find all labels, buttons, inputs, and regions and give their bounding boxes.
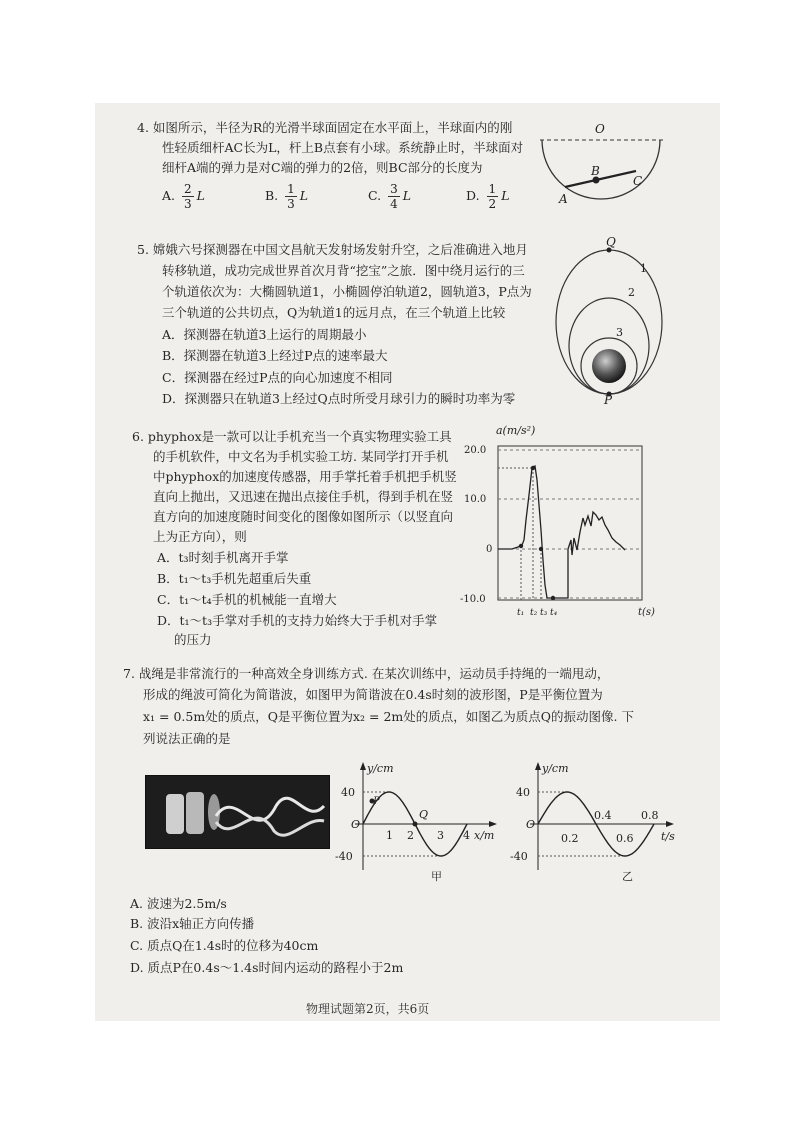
yi-ylabel: y/cm (542, 762, 569, 775)
label-q: Q (606, 236, 616, 249)
q5-line-4: 三个轨道的公共切点，Q为轨道1的远月点，在三个轨道上比较 (162, 305, 506, 320)
q5-option-a: A．探测器在轨道3上运行的周期最小 (162, 327, 367, 342)
point-t3 (539, 547, 543, 551)
q4-option-c (368, 182, 411, 211)
q4-option-d (466, 182, 510, 211)
q6-line-2: 的手机软件，中文名为手机实验工坊. 某同学打开手机 (153, 449, 449, 464)
chart-jia (333, 760, 513, 885)
q5-option-d: D．探测器只在轨道3上经过Q点时所受月球引力的瞬时功率为零 (162, 391, 516, 406)
q7-line-4: 列说法正确的是 (143, 731, 231, 746)
q5-option-c: C．探测器在经过P点的向心加速度不相同 (162, 370, 393, 385)
jia-ytick-neg40: -40 (335, 850, 353, 863)
chart-xlabel: t(s) (638, 607, 655, 618)
q4-option-d-num: 1 (488, 182, 497, 196)
label-c: C (633, 174, 643, 188)
jia-y-arrow (360, 762, 366, 770)
q6-option-b: B．t₁～t₃手机先超重后失重 (157, 571, 312, 586)
xtick-t1: t₁ (517, 608, 525, 618)
q4-option-c-den: 4 (390, 197, 398, 211)
ytick-20: 20.0 (464, 445, 487, 456)
q4-line-2: 性轻质细杆AC长为L，杆上B点套有小球。系统静止时，半球面对 (162, 140, 524, 155)
yi-ytick-40: 40 (516, 786, 530, 799)
yi-xlabel: t/s (661, 830, 675, 843)
q4-option-b-unit: L (299, 188, 309, 203)
q7-option-d: D. 质点P在0.4s～1.4s时间内运动的路程小于2m (130, 960, 404, 975)
yi-y-arrow (535, 762, 541, 770)
q6-option-d-cont: 的压力 (174, 632, 212, 647)
q4-option-a-num: 2 (184, 182, 192, 196)
yi-xtick-0.8: 0.8 (641, 809, 659, 822)
q4-option-a-label: A. (162, 188, 176, 203)
jia-label-p: P (373, 796, 380, 807)
yi-caption: 乙 (622, 870, 633, 883)
yi-xtick-0.6: 0.6 (616, 832, 634, 845)
q4-option-c-unit: L (402, 188, 412, 203)
jia-xtick-1: 1 (386, 829, 393, 842)
jia-origin: O (351, 818, 361, 831)
photo-cylinder-2 (186, 792, 204, 834)
chart-yi (508, 760, 688, 885)
jia-x-arrow (489, 821, 497, 827)
q4-option-b-den: 3 (287, 197, 295, 211)
page-footer: 物理试题第2页，共6页 (306, 1002, 430, 1016)
q4-line-3: 细杆A端的弹力是对C端的弹力的2倍，则BC部分的长度为 (162, 160, 483, 175)
q6-option-a: A．t₃时刻手机离开手掌 (157, 550, 289, 565)
q7-line-3: x₁ = 0.5m处的质点，Q是平衡位置为x₂ = 2m处的质点，如图乙为质点Q的振动图像. 下 (143, 709, 634, 724)
q6-option-c: C．t₁～t₄手机的机械能一直增大 (157, 592, 337, 607)
q4-option-d-label: D. (466, 188, 480, 203)
jia-xtick-4: 4 (463, 829, 470, 842)
ytick-0: 0 (486, 544, 493, 555)
yi-xtick-0.4: 0.4 (594, 809, 612, 822)
q4-option-d-unit: L (501, 188, 510, 203)
q7-option-c: C. 质点Q在1.4s时的位移为40cm (130, 938, 319, 953)
q4-option-b (265, 182, 308, 211)
q6-option-d: D．t₁～t₃手掌对手机的支持力始终大于手机对手掌 (157, 613, 438, 628)
point-t4 (551, 596, 555, 600)
q6-line-3: 中phyphox的加速度传感器，用手掌托着手机把手机竖 (153, 469, 457, 484)
jia-caption: 甲 (431, 870, 442, 883)
q4-option-a-den: 3 (184, 197, 192, 211)
q6-acceleration-chart (460, 420, 660, 620)
ytick-neg10: -10.0 (460, 594, 486, 605)
chart-ylabel: a(m/s²) (496, 424, 536, 437)
q4-line-1: 4. 如图所示，半径为R的光滑半球面固定在水平面上，半球面内的刚 (137, 120, 513, 135)
q4-option-b-label: B. (265, 188, 279, 203)
q7-line-1: 7. 战绳是非常流行的一种高效全身训练方式. 在某次训练中，运动员手持绳的一端甩动， (123, 666, 610, 681)
q6-line-5: 直方向的加速度随时间变化的图像如图所示（以竖直向 (153, 509, 454, 524)
q5-option-b: B．探测器在轨道3上经过P点的速率最大 (162, 348, 388, 363)
label-b: B (591, 164, 600, 178)
yi-xtick-0.2: 0.2 (561, 832, 579, 845)
rod-ac (565, 171, 636, 187)
jia-label-q: Q (419, 808, 429, 821)
yi-origin: O (526, 818, 536, 831)
q4-option-a-unit: L (196, 188, 205, 203)
jia-xlabel: x/m (474, 829, 495, 842)
jia-ylabel: y/cm (367, 762, 394, 775)
xtick-t2: t₂ (530, 608, 538, 618)
jia-xtick-3: 3 (437, 829, 444, 842)
q6-line-1: 6. phyphox是一款可以让手机充当一个真实物理实验工具 (132, 429, 452, 444)
q5-orbit-figure (550, 236, 670, 406)
q4-hemisphere-figure (535, 115, 670, 210)
q4-option-c-label: C. (368, 188, 382, 203)
jia-ytick-40: 40 (341, 786, 355, 799)
q4-option-c-num: 3 (390, 182, 398, 196)
hemisphere-arc (542, 140, 660, 199)
q7-line-2: 形成的绳波可简化为简谐波，如图甲为简谐波在0.4s时刻的波形图，P是平衡位置为 (143, 687, 603, 702)
q4-option-b-num: 1 (287, 182, 295, 196)
label-p: P (604, 393, 613, 406)
q7-option-b: B. 波沿x轴正方向传播 (130, 916, 255, 931)
q5-line-1: 5. 嫦娥六号探测器在中国文昌航天发射场发射升空，之后准确进入地月 (137, 242, 528, 257)
q5-line-2: 转移轨道，成功完成世界首次月背“挖宝”之旅．图中绕月运行的三 (162, 263, 525, 278)
photo-rope-2 (216, 818, 324, 835)
jia-point-q (413, 822, 418, 827)
moon (592, 349, 626, 383)
chart-frame (498, 446, 642, 600)
label-orbit-1: 1 (640, 262, 647, 275)
label-o: O (595, 122, 605, 136)
photo-cylinder-1 (166, 794, 184, 834)
ytick-10: 10.0 (464, 494, 487, 505)
q7-option-a: A. 波速为2.5m/s (130, 896, 227, 911)
acceleration-curve (498, 466, 625, 598)
label-orbit-3: 3 (616, 326, 623, 339)
battle-rope-photo (145, 775, 330, 849)
xtick-t3: t₃ (540, 608, 548, 618)
photo-rope-1 (216, 798, 324, 820)
label-a: A (559, 192, 568, 206)
q4-option-a (162, 182, 205, 211)
q6-line-6: 上为正方向），则 (153, 529, 247, 544)
battle-rope-photo-art (146, 776, 329, 848)
point-t2 (531, 466, 535, 470)
q5-line-3: 个轨道依次为：大椭圆轨道1，小椭圆停泊轨道2，圆轨道3，P点为 (162, 284, 532, 299)
point-t1 (519, 544, 523, 548)
xtick-t4: t₄ (550, 608, 558, 618)
yi-ytick-neg40: -40 (510, 850, 528, 863)
label-orbit-2: 2 (628, 286, 635, 299)
q4-option-d-den: 2 (488, 197, 497, 211)
yi-x-arrow (666, 821, 674, 827)
q6-line-4: 直向上抛出，又迅速在抛出点接住手机，得到手机在竖 (153, 489, 454, 504)
jia-xtick-2: 2 (407, 829, 414, 842)
